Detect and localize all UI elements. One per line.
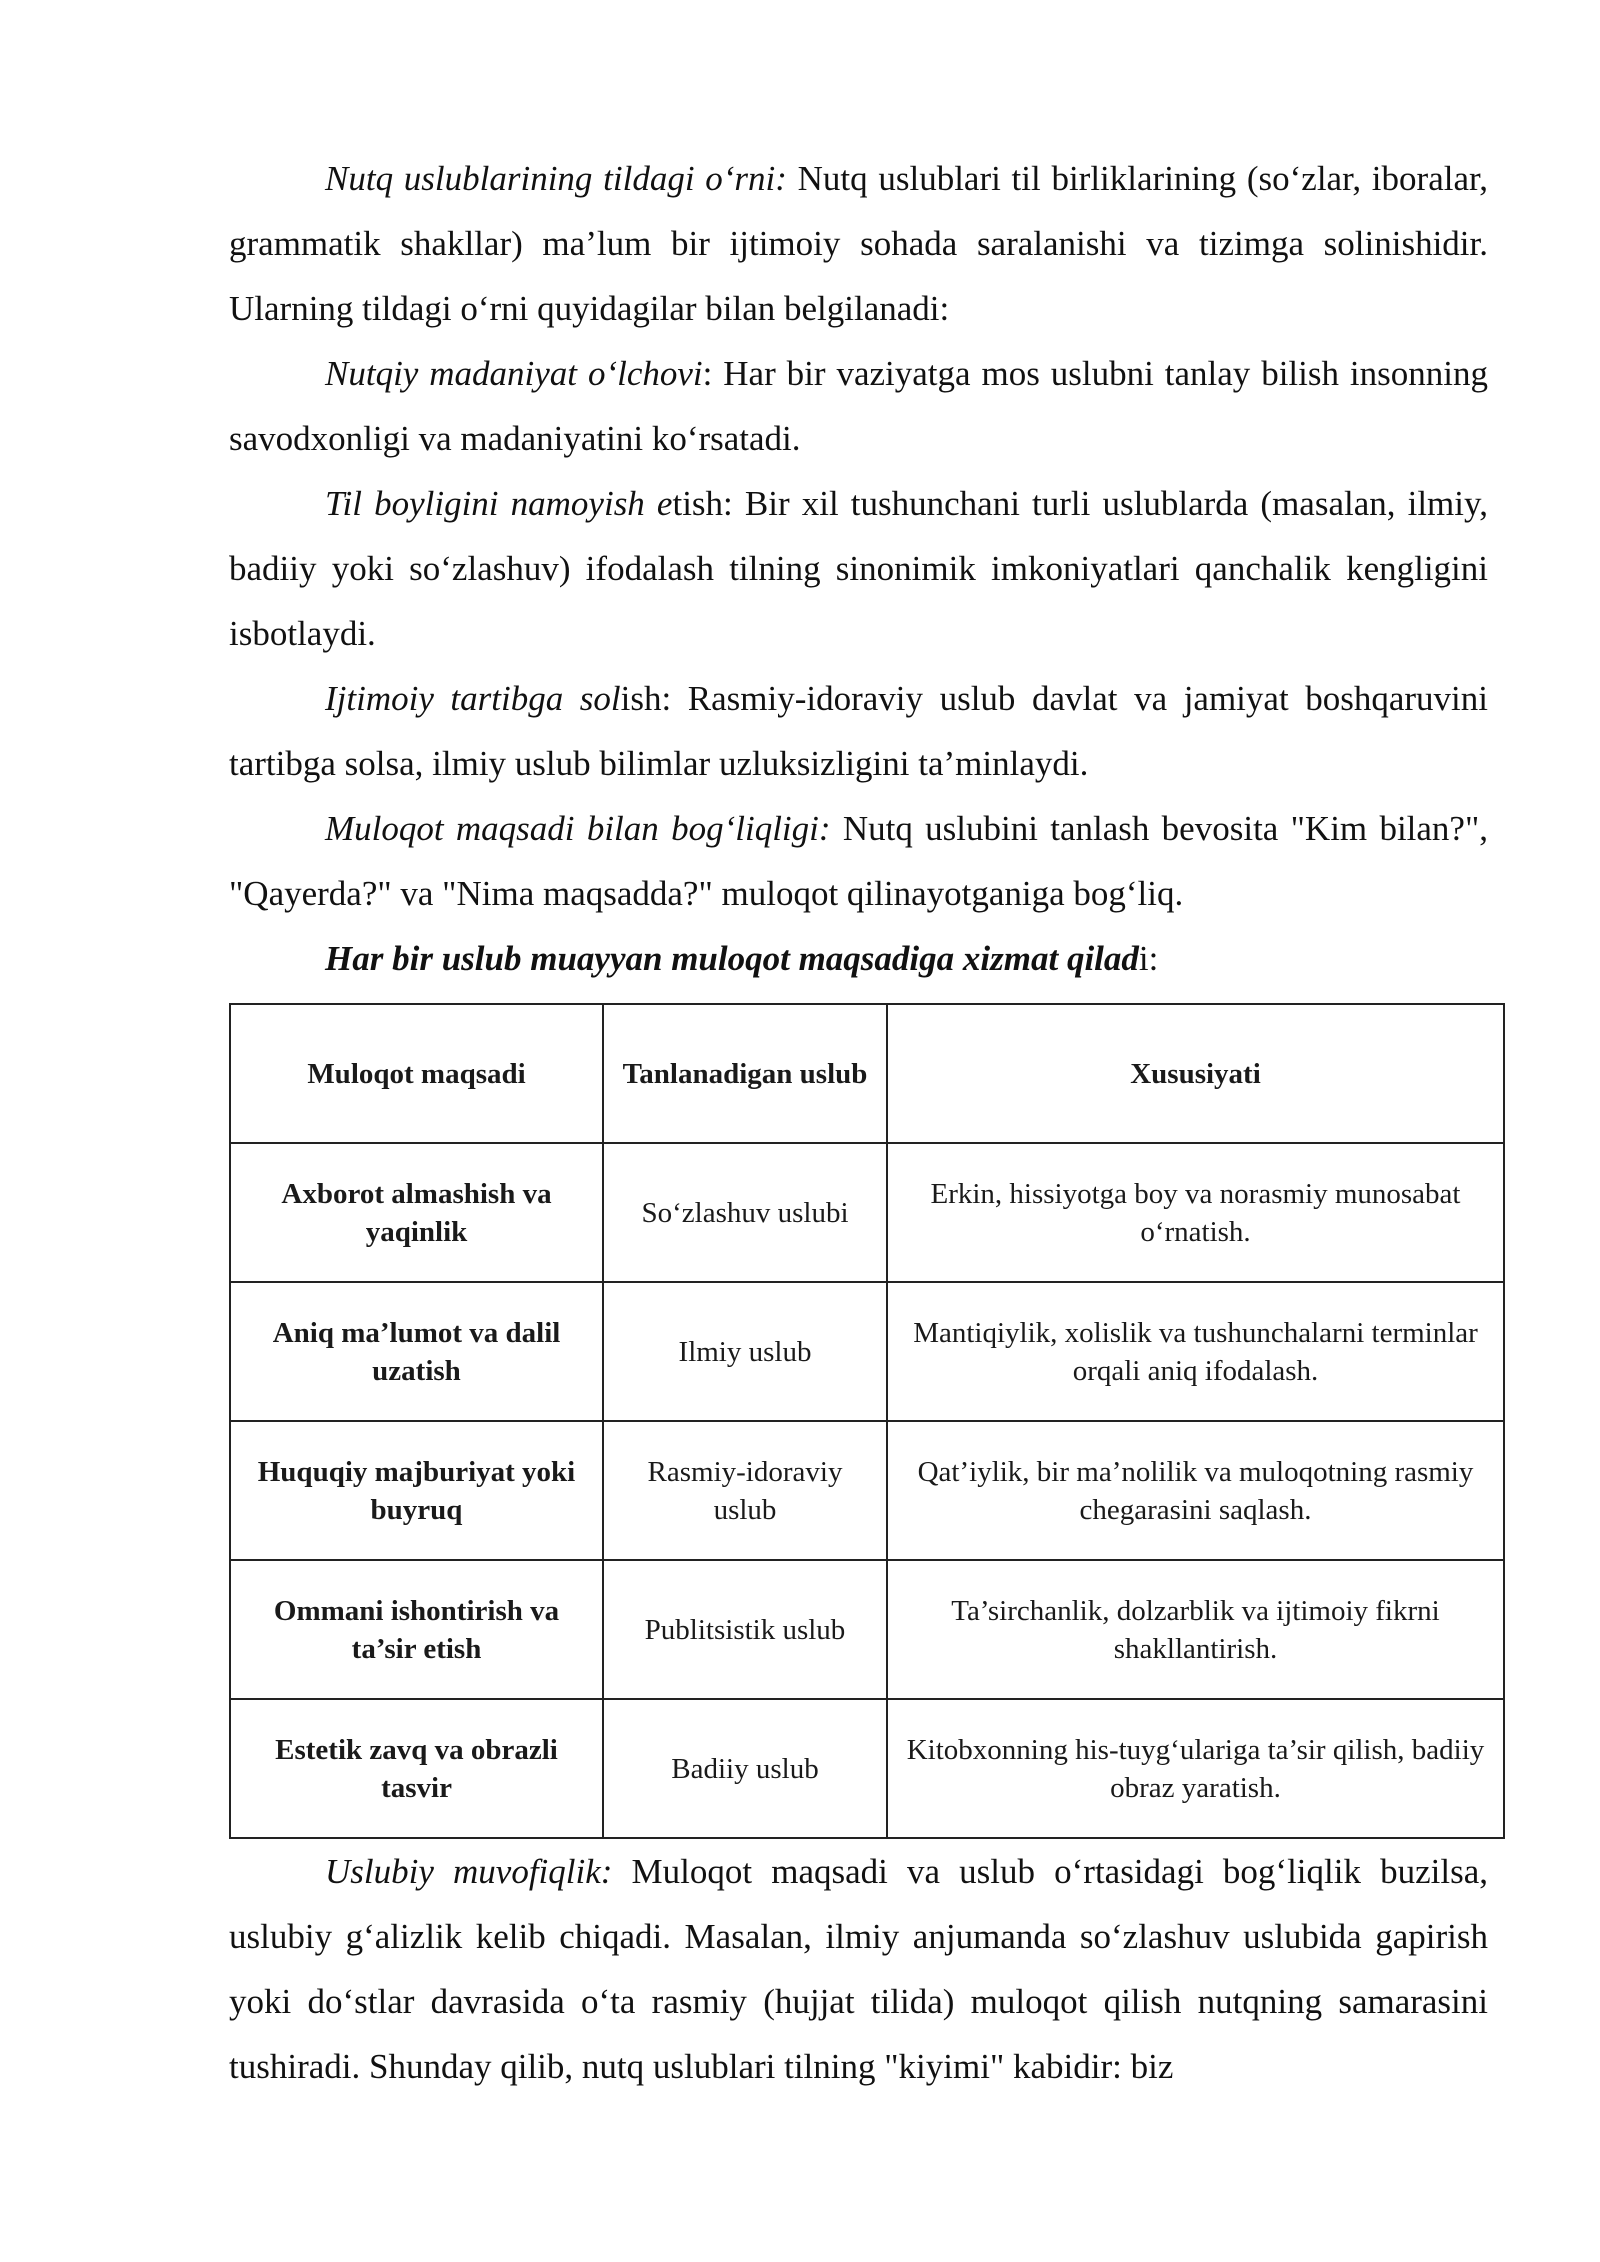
row-feature-cell: Qat’iylik, bir ma’nolilik va muloqotning rasmiy chegarasini saqlash.	[887, 1421, 1504, 1560]
paragraph-4-text: ish: Rasmiy-idoraviy uslub davlat va jamiyat boshqaruvini tartibga solsa, ilmiy uslub bilimlar uzluksizligini ta’minlaydi.	[229, 679, 1488, 783]
header-cell-style: Tanlanadigan uslub	[603, 1004, 887, 1143]
header-cell-feature: Xususiyati	[887, 1004, 1504, 1143]
header-cell-purpose: Muloqot maqsadi	[230, 1004, 603, 1143]
row-purpose-cell: Ommani ishontirish va ta’sir etish	[230, 1560, 603, 1699]
table-row	[230, 1282, 1504, 1421]
row-style-cell: Rasmiy-idoraviy uslub	[603, 1421, 887, 1560]
row-feature-cell: Mantiqiylik, xolislik va tushunchalarni terminlar orqali aniq ifodalash.	[887, 1282, 1504, 1421]
table-row	[230, 1421, 1504, 1560]
closing-lead: Uslubiy muvofiqlik:	[325, 1852, 613, 1891]
paragraph-5	[229, 796, 1488, 926]
row-purpose-cell: Axborot almashish va yaqinlik	[230, 1143, 603, 1282]
paragraph-1	[229, 146, 1488, 341]
paragraph-1-lead: Nutq uslublarining tildagi o‘rni:	[325, 159, 787, 198]
table-heading-bold: Har bir uslub muayyan muloqot maqsadiga xizmat qilad	[325, 939, 1139, 978]
paragraph-2-text: : Har bir vaziyatga mos uslubni tanlay bilish insonning savodxonligi va madaniyatini ko‘rsatadi.	[229, 354, 1488, 458]
styles-table	[229, 1003, 1505, 1839]
document-page	[229, 146, 1488, 2099]
row-feature-cell: Ta’sirchanlik, dolzarblik va ijtimoiy fikrni shakllantirish.	[887, 1560, 1504, 1699]
row-feature-cell: Erkin, hissiyotga boy va norasmiy munosabat o‘rnatish.	[887, 1143, 1504, 1282]
table-heading	[229, 926, 1488, 991]
table-row	[230, 1143, 1504, 1282]
row-style-cell: So‘zlashuv uslubi	[603, 1143, 887, 1282]
closing-text: Muloqot maqsadi va uslub o‘rtasidagi bog‘liqlik buzilsa, uslubiy g‘alizlik kelib chiqadi. Masalan, ilmiy anjumanda so‘zlashuv uslubida gapirish yoki do‘stlar davrasida o‘ta rasmiy (hujjat tilida) muloqot qilish nutqning samarasini tushiradi. Shunday qilib, nutq uslublari tilning "kiyimi" kabidir: biz	[229, 1852, 1488, 2086]
paragraph-4-lead: Ijtimoiy tartibga sol	[325, 679, 621, 718]
paragraph-5-text: Nutq uslubini tanlash bevosita "Kim bilan?", "Qayerda?" va "Nima maqsadda?" muloqot qilinayotganiga bog‘liq.	[229, 809, 1488, 913]
paragraph-2	[229, 341, 1488, 471]
paragraph-3-lead: Til boyligini namoyish e	[325, 484, 673, 523]
paragraph-1-text: Nutq uslublari til birliklarining (so‘zlar, iboralar, grammatik shakllar) ma’lum bir ijtimoiy sohada saralanishi va tizimga solinishidir. Ularning tildagi o‘rni quyidagilar bilan belgilanadi:	[229, 159, 1488, 328]
table-header-row	[230, 1004, 1504, 1143]
table-row	[230, 1699, 1504, 1838]
paragraph-2-lead: Nutqiy madaniyat o‘lchovi	[325, 354, 703, 393]
row-style-cell: Publitsistik uslub	[603, 1560, 887, 1699]
closing-paragraph	[229, 1839, 1488, 2099]
row-purpose-cell: Estetik zavq va obrazli tasvir	[230, 1699, 603, 1838]
paragraph-5-lead: Muloqot maqsadi bilan bog‘liqligi:	[325, 809, 831, 848]
row-style-cell: Badiiy uslub	[603, 1699, 887, 1838]
row-purpose-cell: Huquqiy majburiyat yoki buyruq	[230, 1421, 603, 1560]
table-row	[230, 1560, 1504, 1699]
row-purpose-cell: Aniq ma’lumot va dalil uzatish	[230, 1282, 603, 1421]
table-heading-rest: i:	[1138, 939, 1159, 978]
row-feature-cell: Kitobxonning his-tuyg‘ulariga ta’sir qilish, badiiy obraz yaratish.	[887, 1699, 1504, 1838]
row-style-cell: Ilmiy uslub	[603, 1282, 887, 1421]
paragraph-4	[229, 666, 1488, 796]
paragraph-3-text: tish: Bir xil tushunchani turli uslublarda (masalan, ilmiy, badiiy yoki so‘zlashuv) ifodalash tilning sinonimik imkoniyatlari qanchalik kengligini isbotlaydi.	[229, 484, 1488, 653]
paragraph-3	[229, 471, 1488, 666]
